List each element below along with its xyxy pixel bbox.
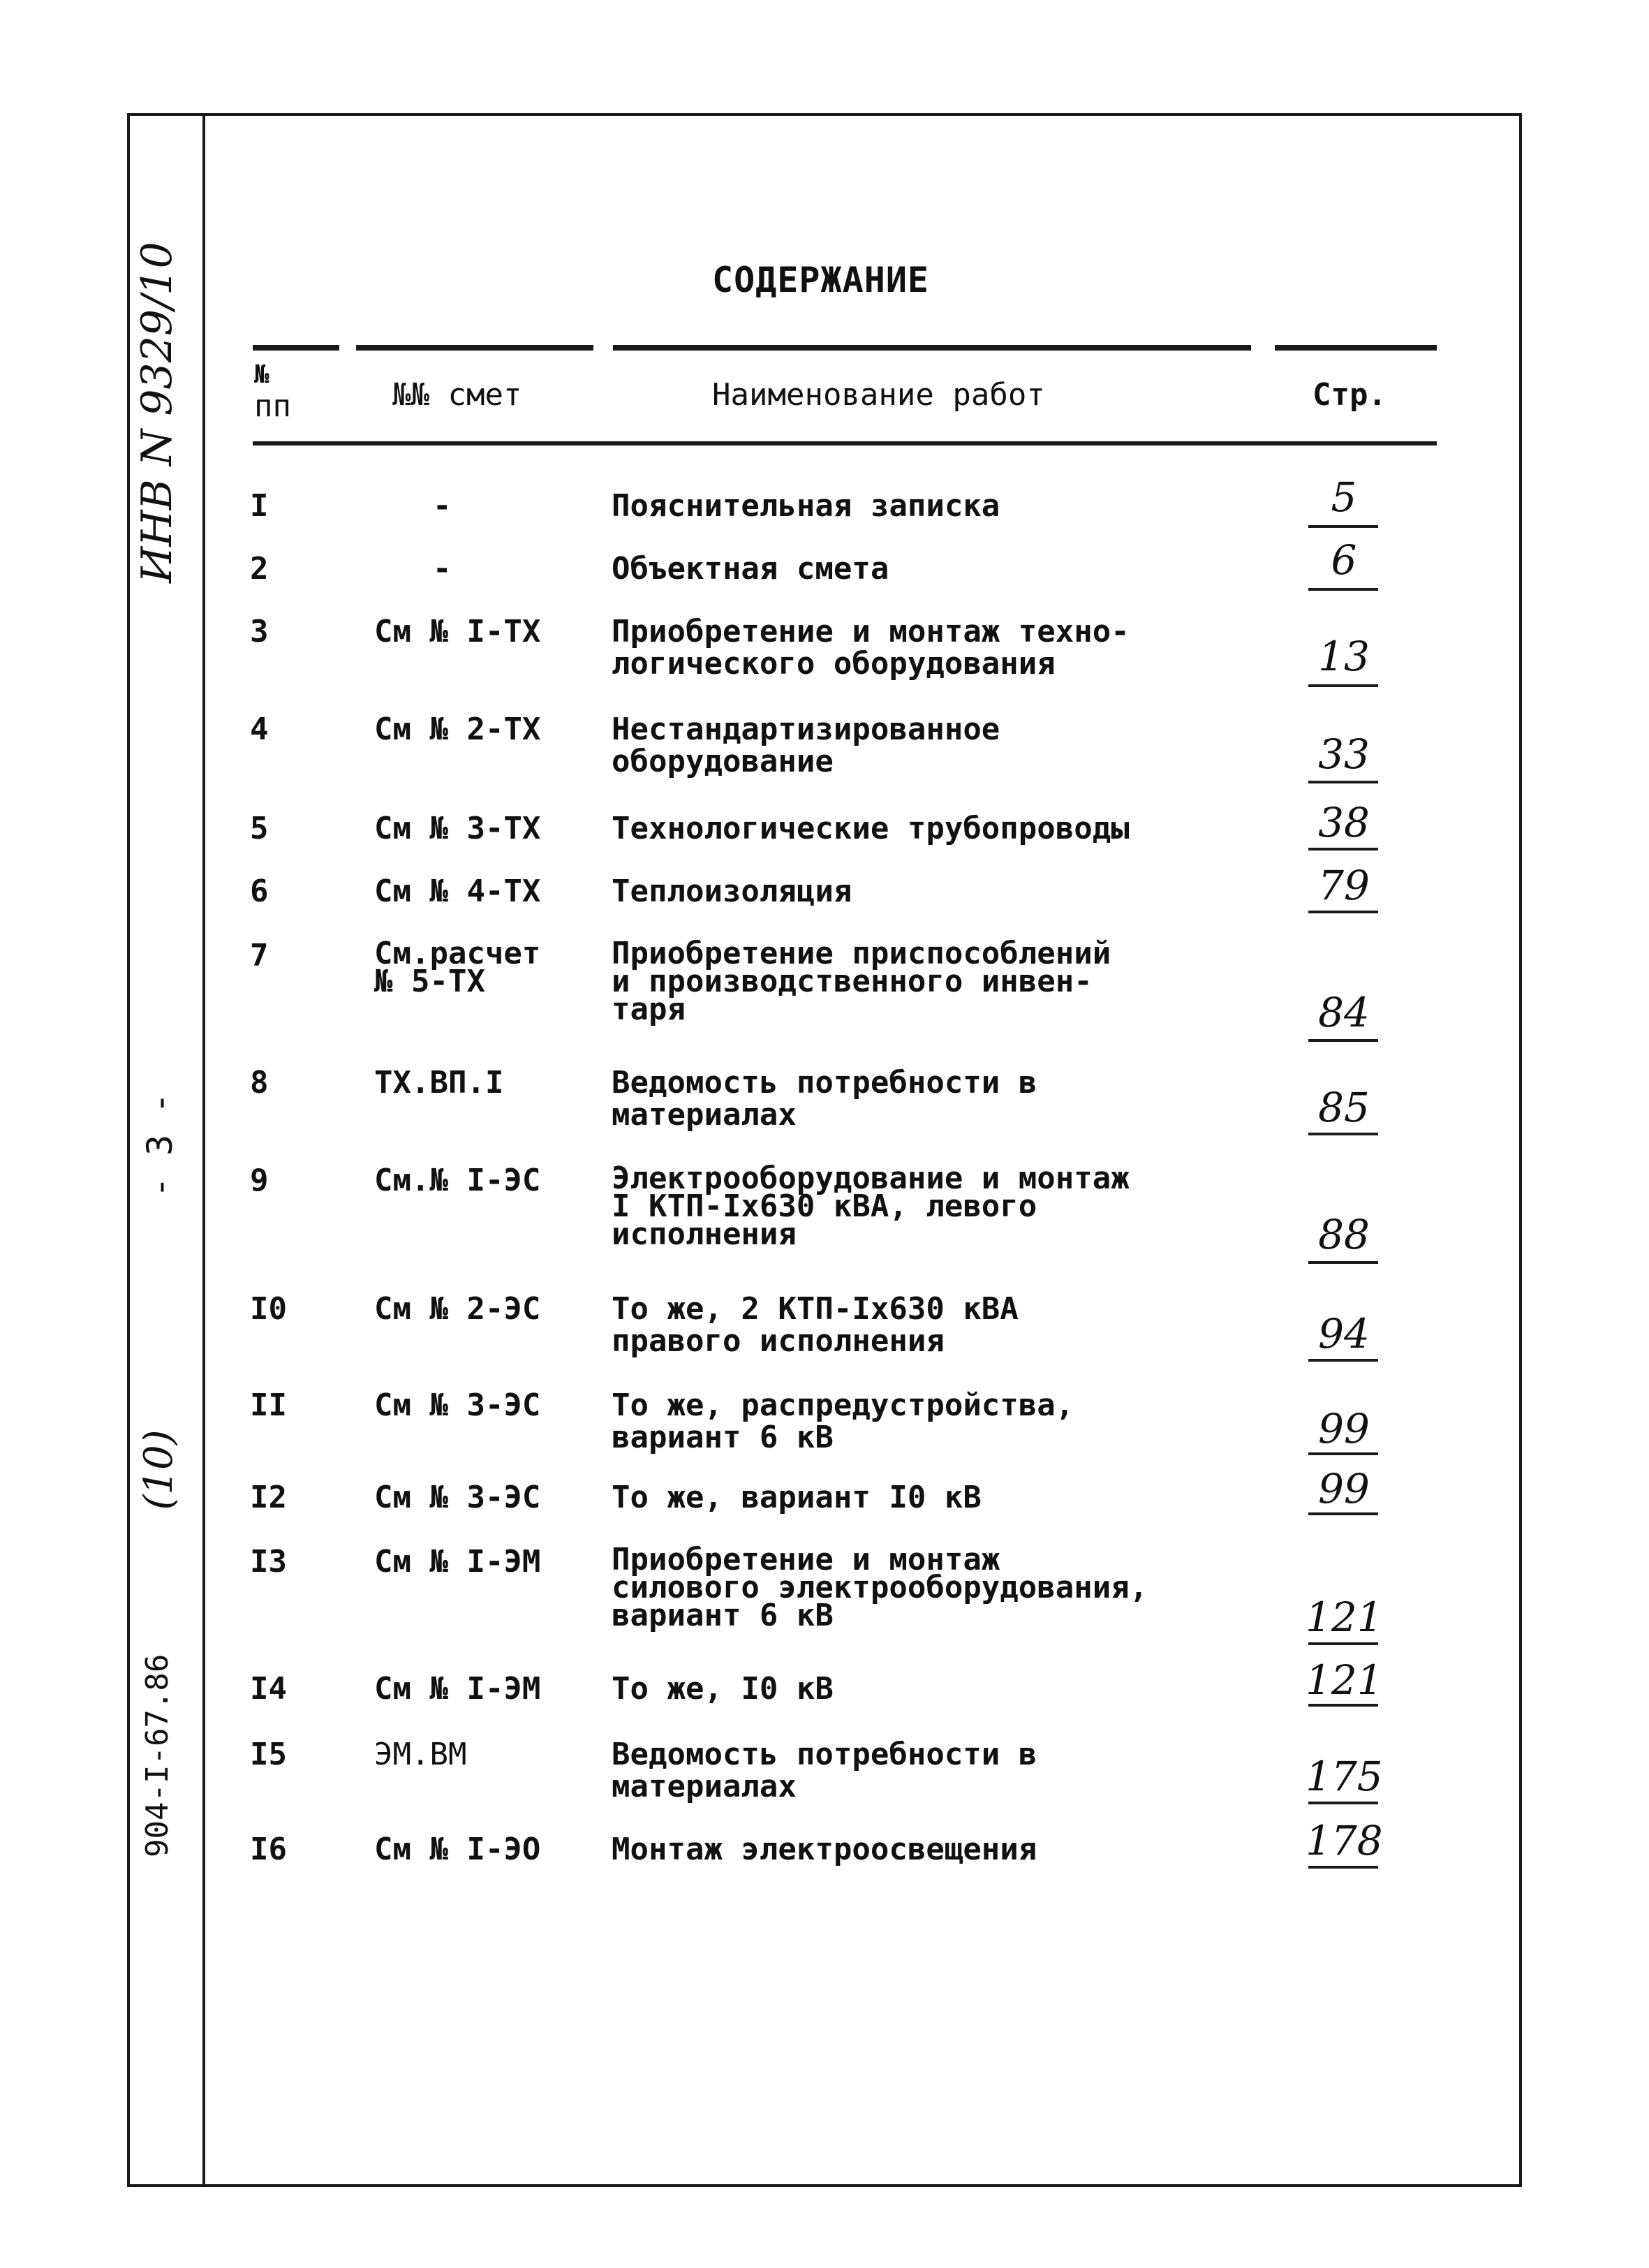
page-underline: [1308, 588, 1378, 591]
page-underline: [1308, 1642, 1378, 1645]
row-work-name: Ведомость потребности в материалах: [612, 1737, 1037, 1804]
row-page-number: 99: [1318, 1405, 1370, 1452]
bracket-number: (10): [136, 1429, 182, 1510]
row-number: I3: [250, 1544, 287, 1580]
row-number: 5: [250, 811, 269, 846]
row-page-number: 94: [1318, 1310, 1370, 1357]
row-work-name: Теплоизоляция: [612, 874, 852, 909]
row-work-name: То же, распредустройства, вариант 6 кВ: [612, 1387, 1074, 1455]
row-work-name: То же, вариант I0 кВ: [612, 1480, 982, 1515]
row-estimate-code: См № I-ЭМ: [374, 1671, 541, 1707]
row-page-number: 85: [1318, 1084, 1370, 1131]
page-frame: [127, 113, 1522, 2187]
row-number: 9: [250, 1163, 269, 1198]
row-page-number: 33: [1318, 730, 1370, 778]
row-number: I5: [250, 1737, 287, 1772]
page-underline: [1308, 1133, 1378, 1135]
row-page-number: 175: [1306, 1753, 1383, 1800]
page-underline: [1308, 1359, 1378, 1362]
page-underline: [1308, 911, 1378, 913]
page-underline: [1308, 1452, 1378, 1455]
row-estimate-code: См № 2-ЭС: [374, 1291, 541, 1327]
row-estimate-code: -: [433, 551, 452, 587]
row-estimate-code: См № I-ЭМ: [374, 1544, 541, 1580]
header-estimates: №№ смет: [392, 377, 522, 413]
row-page-number: 121: [1306, 1593, 1383, 1641]
header-top-rule: [613, 345, 1251, 351]
header-work-name: Наименование работ: [712, 377, 1045, 413]
row-page-number: 121: [1306, 1656, 1383, 1704]
row-estimate-code: См № I-ЭО: [374, 1832, 541, 1867]
row-work-name: Монтаж электроосвещения: [612, 1832, 1037, 1867]
row-work-name: Электрооборудование и монтаж I КТП-Iх630 кВА, левого исполнения: [612, 1161, 1130, 1252]
row-page-number: 13: [1318, 633, 1370, 680]
page-underline: [1308, 1704, 1378, 1707]
row-number: 7: [250, 938, 269, 973]
row-number: 3: [250, 614, 269, 649]
margin-divider: [202, 113, 205, 2184]
row-estimate-code: См № 4-ТХ: [374, 874, 541, 909]
row-work-name: Пояснительная записка: [612, 488, 1000, 524]
row-estimate-code: См.№ I-ЭС: [374, 1163, 541, 1198]
row-number: I6: [250, 1832, 287, 1867]
row-estimate-code: См № 3-ЭС: [374, 1480, 541, 1515]
header-number-pp: пп: [254, 388, 291, 424]
row-estimate-code: ЭМ.ВМ: [374, 1737, 467, 1772]
row-estimate-code: См № I-ТХ: [374, 614, 541, 649]
header-number-mark: №: [254, 360, 269, 389]
row-page-number: 88: [1318, 1211, 1370, 1258]
document-code: 904-I-67.86: [140, 1654, 175, 1857]
row-page-number: 5: [1331, 473, 1357, 521]
row-number: II: [250, 1387, 287, 1423]
header-bottom-rule: [253, 441, 1437, 446]
row-work-name: Технологические трубопроводы: [612, 811, 1130, 846]
row-work-name: Приобретение и монтаж техно- логического оборудования: [612, 614, 1130, 682]
row-number: I: [250, 488, 269, 524]
row-page-number: 99: [1318, 1465, 1370, 1512]
row-number: 2: [250, 551, 269, 587]
row-work-name: Приобретение приспособлений и производственного инвен- таря: [612, 936, 1111, 1027]
row-number: 6: [250, 874, 269, 909]
row-page-number: 38: [1318, 799, 1370, 846]
row-work-name: Ведомость потребности в материалах: [612, 1065, 1037, 1133]
row-page-number: 6: [1331, 536, 1357, 584]
row-work-name: Приобретение и монтаж силового электрооборудования, вариант 6 кВ: [612, 1542, 1148, 1633]
row-estimate-code: См № 3-ЭС: [374, 1387, 541, 1423]
page-marker: - 3 -: [140, 1092, 180, 1198]
header-page: Стр.: [1312, 377, 1387, 413]
row-estimate-code: ТХ.ВП.I: [374, 1065, 504, 1100]
page-underline: [1308, 684, 1378, 687]
page-underline: [1308, 1039, 1378, 1042]
row-estimate-code: См № 2-ТХ: [374, 712, 541, 747]
row-number: I0: [250, 1291, 287, 1327]
page-underline: [1308, 1512, 1378, 1515]
row-work-name: Нестандартизированное оборудование: [612, 712, 1000, 779]
page-title: СОДЕРЖАНИЕ: [712, 260, 930, 300]
row-estimate-code: См.расчет № 5-ТХ: [374, 936, 541, 999]
row-number: I2: [250, 1480, 287, 1515]
row-work-name: То же, I0 кВ: [612, 1671, 834, 1707]
row-work-name: Объектная смета: [612, 551, 889, 587]
row-page-number: 79: [1318, 862, 1370, 909]
page-underline: [1308, 1261, 1378, 1264]
page-underline: [1308, 1802, 1378, 1804]
row-page-number: 178: [1306, 1817, 1383, 1864]
row-number: 4: [250, 712, 269, 747]
row-number: I4: [250, 1671, 287, 1707]
inventory-number: ИНВ N 9329/10: [133, 242, 182, 583]
page-underline: [1308, 781, 1378, 783]
page-underline: [1308, 1866, 1378, 1869]
page-underline: [1308, 848, 1378, 850]
row-estimate-code: -: [433, 488, 452, 524]
header-top-rule: [1275, 345, 1437, 351]
header-top-rule: [253, 345, 339, 351]
header-top-rule: [356, 345, 593, 351]
page-underline: [1308, 525, 1378, 528]
row-number: 8: [250, 1065, 269, 1100]
row-estimate-code: См № 3-ТХ: [374, 811, 541, 846]
row-work-name: То же, 2 КТП-Iх630 кВА правого исполнения: [612, 1291, 1019, 1359]
row-page-number: 84: [1318, 989, 1370, 1036]
